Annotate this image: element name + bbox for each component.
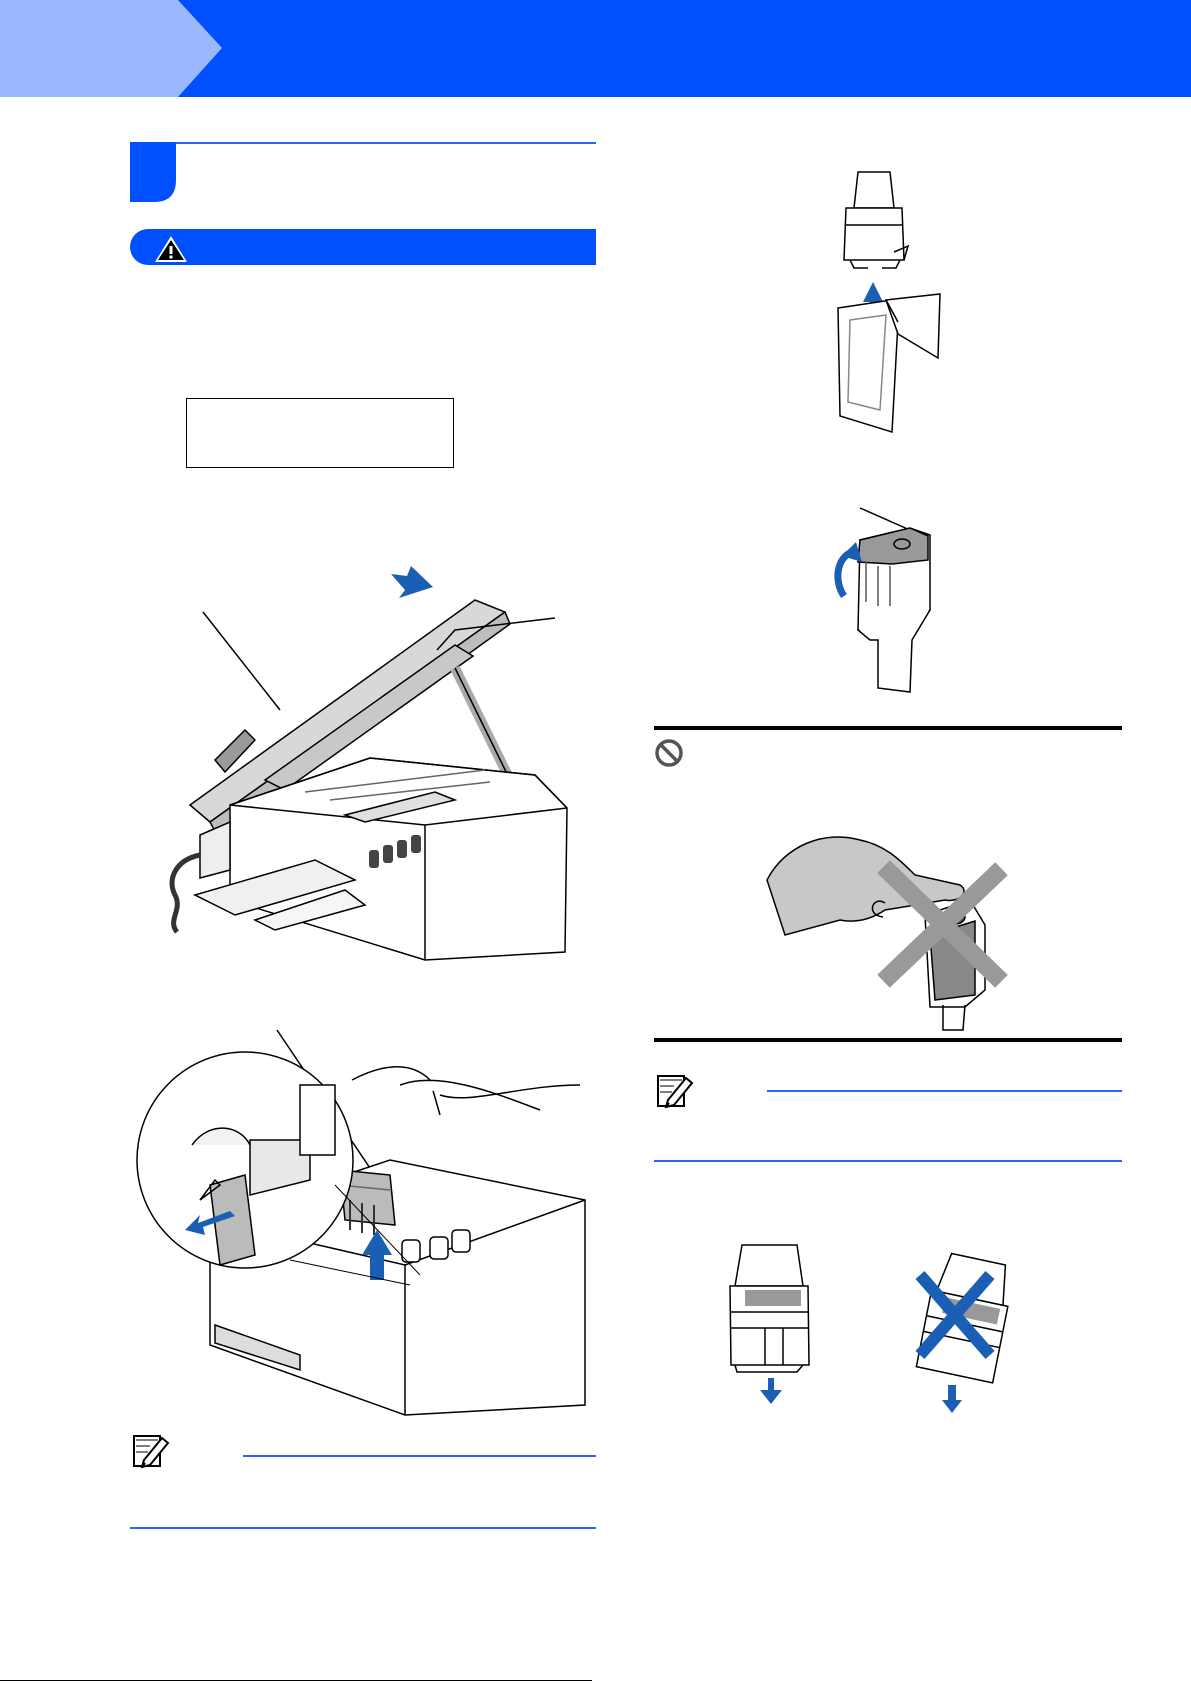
scanner-cover-open-illustration: [155, 560, 575, 960]
prohibition-rule-top: [654, 726, 1122, 730]
insertion-orientation-illustration: [725, 1240, 1035, 1415]
warning-bar: [130, 229, 596, 265]
note-text: [130, 1470, 596, 1522]
lcd-message-box: [186, 398, 454, 468]
section-rule-top: [130, 142, 596, 144]
step-number-marker: [130, 142, 178, 202]
note-rule-bottom-right: [654, 1160, 1122, 1162]
remove-cartridge-illustration: [140, 1025, 590, 1415]
footer-rule: [0, 1680, 592, 1681]
note-rule-bottom: [130, 1527, 596, 1529]
note-rule-top: [243, 1455, 596, 1457]
note-pencil-icon: [130, 1430, 170, 1470]
do-not-touch-illustration: [765, 825, 1025, 1035]
warning-triangle-icon: [154, 235, 188, 263]
remove-cap-illustration: [830, 500, 950, 705]
note-text-right: [654, 1105, 1122, 1155]
unpack-cartridge-illustration: [830, 170, 950, 440]
prohibition-icon: [654, 738, 684, 768]
step-tab: [0, 0, 230, 97]
prohibition-rule-bottom: [654, 1038, 1122, 1042]
note-rule-top-right: [767, 1090, 1122, 1092]
note-pencil-icon: [654, 1070, 694, 1110]
